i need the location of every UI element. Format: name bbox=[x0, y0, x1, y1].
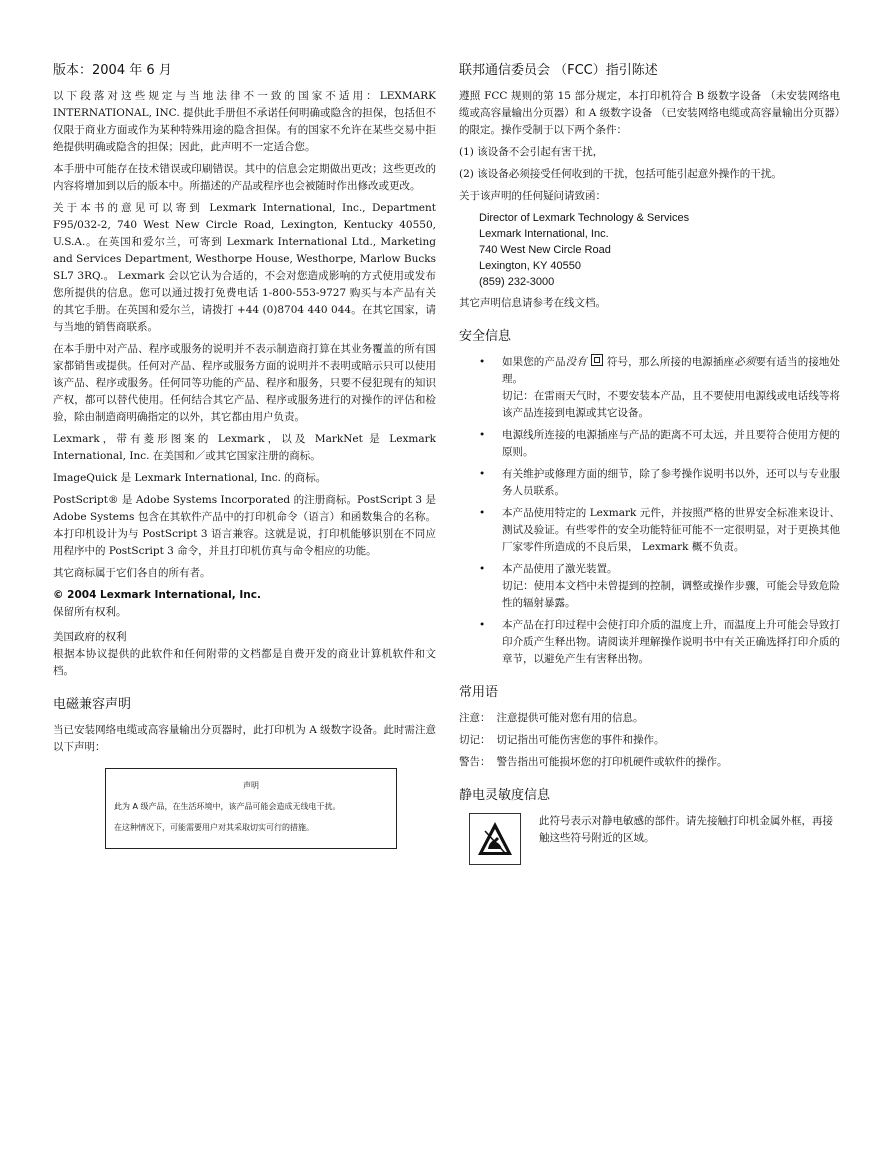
caution-note: 切记：使用本文档中未曾提到的控制，调整或操作步骤，可能会导致危险性的辐射暴露。 bbox=[502, 580, 840, 609]
emphasis: 必须 bbox=[734, 356, 756, 368]
fcc-questions: 关于该声明的任何疑问请致函： bbox=[459, 190, 606, 202]
safety-list bbox=[459, 354, 840, 668]
fcc-condition-1: (1) 该设备不会引起有害干扰， bbox=[459, 146, 604, 158]
conventions-heading: 常用语 bbox=[459, 685, 499, 700]
safety-text: 电源线所连接的电源插座与产品的距离不可太远，并且要符合使用方便的原则。 bbox=[502, 429, 840, 458]
address-line: Lexmark International, Inc. bbox=[479, 228, 609, 240]
fcc-condition-2: (2) 该设备必须接受任何收到的干扰，包括可能引起意外操作的干扰。 bbox=[459, 168, 782, 180]
double-insulation-icon bbox=[591, 354, 603, 366]
right-column bbox=[459, 62, 840, 865]
convention-term: 注意： bbox=[459, 712, 491, 724]
gov-rights-title: 美国政府的权利 bbox=[53, 631, 127, 643]
fcc-address bbox=[479, 210, 840, 290]
bullet: • bbox=[479, 507, 486, 519]
address-line: Lexington, KY 40550 bbox=[479, 260, 581, 272]
esd-heading: 静电灵敏度信息 bbox=[459, 788, 551, 803]
warranty-paragraph: 以下段落对这些规定与当地法律不一致的国家不适用：LEXMARK INTERNATIONAL, INC. 提供此手册但不承诺任何明确或隐含的担保，包括但不仅限于商业方面或作为某种特殊用途的隐含担保。有的国家不允许在某些交易中拒绝提供明确或隐含的担保；因此，此声明不一定适合您。 bbox=[53, 90, 436, 153]
safety-text: 如果您的产品 bbox=[502, 356, 566, 368]
trademark-imagequick: ImageQuick 是 Lexmark International, Inc. 的商标。 bbox=[53, 472, 327, 484]
trademark-postscript: PostScript® 是 Adobe Systems Incorporated 的注册商标。PostScript 3 是 Adobe Systems 包含在其软件产品中的打印机命令（语言）和函数集合的名称。本打印机设计为与 PostScript 3 语言兼容。这就是说，打印机能够识别在不同应用程序中的 PostScript 3 命令，并且打印机仿真与命令相应的功能。 bbox=[53, 494, 436, 557]
safety-heading: 安全信息 bbox=[459, 329, 512, 344]
caution-note: 切记：在雷雨天气时，不要安装本产品，且不要使用电源线或电话线等将该产品连接到电源或其它设备。 bbox=[502, 390, 840, 419]
emc-heading: 电磁兼容声明 bbox=[53, 697, 132, 712]
convention-note bbox=[459, 710, 840, 727]
address-line: Director of Lexmark Technology & Services bbox=[479, 212, 690, 224]
esd-warning-icon bbox=[469, 813, 521, 865]
conventions-list bbox=[459, 710, 840, 771]
trademark-other: 其它商标属于它们各自的所有者。 bbox=[53, 567, 211, 579]
gov-rights-text: 根据本协议提供的此软件和任何附带的文档都是自费开发的商业计算机软件和文档。 bbox=[53, 648, 436, 677]
convention-term: 切记： bbox=[459, 734, 491, 746]
bullet: • bbox=[479, 619, 486, 631]
safety-text: 符号，那么所接的电源插座 bbox=[606, 356, 735, 368]
address-line: 740 West New Circle Road bbox=[479, 244, 611, 256]
safety-item bbox=[459, 505, 840, 556]
trademark-lexmark: Lexmark，带有菱形图案的 Lexmark，以及 MarkNet 是 Lexmark International, Inc. 在美国和／或其它国家注册的商标。 bbox=[53, 433, 436, 462]
safety-item bbox=[459, 466, 840, 500]
convention-caution bbox=[459, 732, 840, 749]
copyright-line: © 2004 Lexmark International, Inc. bbox=[53, 589, 261, 601]
safety-text: 有关维护或修理方面的细节，除了参考操作说明书以外，还可以与专业服务人员联系。 bbox=[502, 468, 840, 497]
emc-text: 当已安装网络电缆或高容量输出分页器时，此打印机为 A 级数字设备。此时需注意以下声明： bbox=[53, 724, 436, 753]
esd-block bbox=[459, 813, 840, 865]
emc-notice-box bbox=[105, 768, 397, 849]
safety-item bbox=[459, 354, 840, 422]
fcc-heading: 联邦通信委员会 （FCC）指引陈述 bbox=[459, 63, 658, 78]
safety-item bbox=[459, 561, 840, 612]
safety-item bbox=[459, 427, 840, 461]
edition-heading: 版本：2004 年 6 月 bbox=[53, 63, 172, 78]
convention-warning bbox=[459, 754, 840, 771]
notice-line-2: 在这种情况下，可能需要用户对其采取切实可行的措施。 bbox=[114, 823, 314, 832]
convention-text: 切记指出可能伤害您的事件和操作。 bbox=[496, 734, 665, 746]
bullet: • bbox=[479, 468, 486, 480]
emphasis: 没有 bbox=[565, 356, 587, 368]
bullet: • bbox=[479, 429, 486, 441]
notice-line-1: 此为 A 级产品，在生活环境中，该产品可能会造成无线电干扰。 bbox=[114, 802, 341, 811]
fcc-other-info: 其它声明信息请参考在线文档。 bbox=[459, 297, 606, 309]
left-column bbox=[53, 62, 436, 849]
esd-text: 此符号表示对静电敏感的部件。请先接触打印机金属外框，再接触这些符号附近的区域。 bbox=[539, 815, 833, 844]
rights-line: 保留所有权利。 bbox=[53, 606, 127, 618]
convention-term: 警告： bbox=[459, 756, 491, 768]
notice-title: 声明 bbox=[243, 781, 259, 790]
comments-paragraph: 关于本书的意见可以寄到 Lexmark International, Inc., Department F95/032-2, 740 West New Circle Road, Lexington, Kentucky 40550, U.S.A.。在英国和爱尔兰，可寄到 Lexmark International Ltd., Marketing and Services Department, Westhorpe House, Westhorpe, Marlow Bucks SL7 3RQ.。 Lexmark 会以它认为合适的，不会对您造成影响的方式使用或发布您所提供的信息。您可以通过拨打免费电话 1-800-553-9727 购买与本产品有关的其它手册。在英国和爱尔兰，请拨打 +44 (0)8704 440 044。在其它国家，请与当地的销售商联系。 bbox=[53, 202, 436, 333]
bullet: • bbox=[479, 563, 486, 575]
safety-text: 要有适当的接地处理。 bbox=[502, 356, 841, 385]
safety-item bbox=[459, 617, 840, 668]
safety-text: 本产品使用了激光装置。 bbox=[502, 563, 618, 575]
safety-text: 本产品使用特定的 Lexmark 元件，并按照严格的世界安全标准来设计、测试及验证。有些零件的安全功能特征可能不一定很明显，对于更换其他厂家零件所造成的不良后果， Lexmark 概不负责。 bbox=[502, 507, 840, 553]
address-line: (859) 232-3000 bbox=[479, 276, 555, 288]
convention-text: 注意提供可能对您有用的信息。 bbox=[496, 712, 644, 724]
bullet: • bbox=[479, 356, 486, 368]
safety-text: 本产品在打印过程中会使打印介质的温度上升，而温度上升可能会导致打印介质产生释出物。请阅读并理解操作说明书中有关正确选择打印介质的章节，以避免产生有害释出物。 bbox=[502, 619, 840, 665]
esd-triangle-icon bbox=[475, 819, 515, 859]
convention-text: 警告指出可能损坏您的打印机硬件或软件的操作。 bbox=[496, 756, 728, 768]
availability-paragraph: 在本手册中对产品、程序或服务的说明并不表示制造商打算在其业务覆盖的所有国家都销售或提供。任何对产品、程序或服务方面的说明并不表明或暗示只可以使用该产品、程序或服务。任何同等功能的产品、程序和服务，只要不侵犯现有的知识产权，都可以替代使用。任何结合其它产品、程序或服务进行的对操作的评估和检验，除由制造商明确指定的以外，其它都由用户负责。 bbox=[53, 343, 436, 423]
fcc-paragraph: 遵照 FCC 规则的第 15 部分规定，本打印机符合 B 级数字设备 （未安装网络电缆或高容量输出分页器）和 A 级数字设备 （已安装网络电缆或高容量输出分页器）的限定。操作受制于以下两个条件： bbox=[459, 90, 840, 136]
errors-paragraph: 本手册中可能存在技术错误或印刷错误。其中的信息会定期做出更改；这些更改的内容将增加到以后的版本中。所描述的产品或程序也会被随时作出修改或更改。 bbox=[53, 163, 436, 192]
